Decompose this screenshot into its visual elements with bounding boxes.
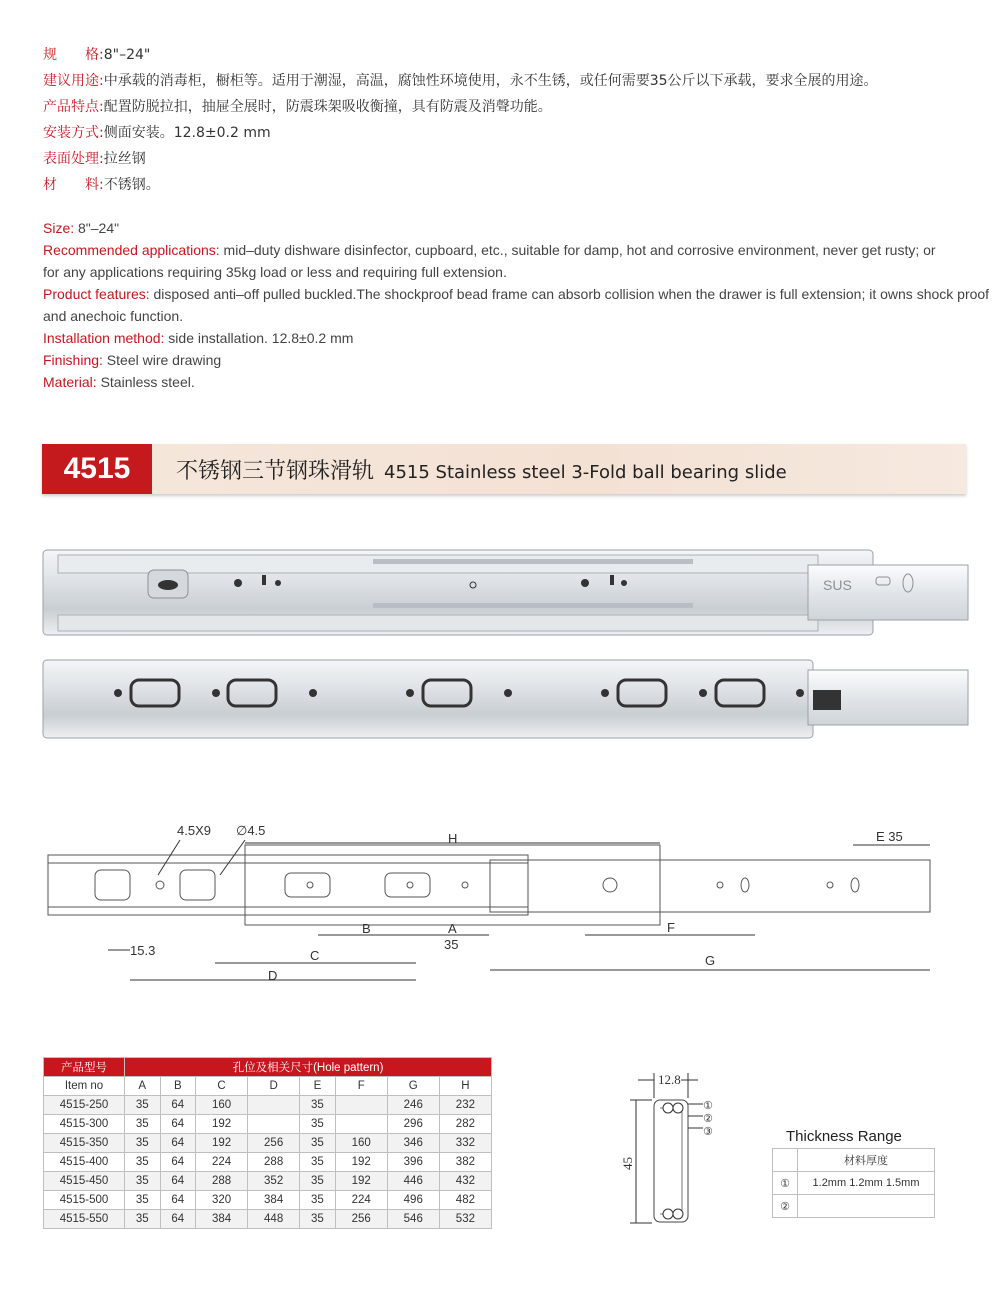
thickness-table xyxy=(772,1148,935,1218)
table-cell: 320 xyxy=(196,1191,248,1210)
table-cell: 382 xyxy=(439,1153,491,1172)
table-cell: 232 xyxy=(439,1096,491,1115)
spec-label: Material: xyxy=(43,374,97,390)
spec-cn-features xyxy=(43,96,552,116)
spec-en-features xyxy=(43,283,998,327)
spec-value: 8"–24" xyxy=(103,47,151,63)
table-cell xyxy=(248,1115,300,1134)
table-cell: 35 xyxy=(300,1191,336,1210)
spec-en-install xyxy=(43,327,998,349)
table-cell: 192 xyxy=(196,1115,248,1134)
spec-label: 规 格: xyxy=(43,47,104,63)
spec-label: Size: xyxy=(43,220,75,236)
dim-b: B xyxy=(362,921,371,936)
product-title xyxy=(176,454,787,485)
table-cell: 64 xyxy=(160,1134,196,1153)
table-cell: 35 xyxy=(300,1153,336,1172)
col-header: H xyxy=(439,1077,491,1096)
spec-label: 建议用途: xyxy=(43,73,104,89)
spec-value: disposed anti–off pulled buckled.The shockproof bead frame can absorb collision when the drawer is full extension; it owns shock proof and anechoic function. xyxy=(43,286,990,324)
table-cell: 4515-400 xyxy=(44,1153,125,1172)
spec-value: Stainless steel. xyxy=(96,374,195,390)
table-cell: 256 xyxy=(335,1210,387,1229)
table-cell: 4515-350 xyxy=(44,1134,125,1153)
spec-label: 材 料: xyxy=(43,177,104,193)
table-cell: 346 xyxy=(387,1134,439,1153)
table-row xyxy=(44,1096,492,1115)
hole-pattern-table xyxy=(43,1057,492,1229)
table-cell: 4515-250 xyxy=(44,1096,125,1115)
table-cell: 396 xyxy=(387,1153,439,1172)
product-title-en: 4515 Stainless steel 3-Fold ball bearing slide xyxy=(384,462,787,483)
table-cell: 35 xyxy=(300,1210,336,1229)
profile-height: 45 xyxy=(620,1157,635,1170)
spec-label: 表面处理: xyxy=(43,151,104,167)
table-cell: 35 xyxy=(125,1134,161,1153)
col-header: A xyxy=(125,1077,161,1096)
table-cell: 256 xyxy=(248,1134,300,1153)
thickness-corner xyxy=(773,1149,798,1172)
col-header: C xyxy=(196,1077,248,1096)
slide-side-view xyxy=(43,660,968,738)
profile-marker-1: ① xyxy=(703,1099,713,1112)
spec-value: Steel wire drawing xyxy=(102,352,222,368)
dim-g: G xyxy=(705,953,716,968)
table-row xyxy=(44,1134,492,1153)
spec-cn-finish xyxy=(43,148,146,168)
table-cell: 532 xyxy=(439,1210,491,1229)
profile-marker-3: ③ xyxy=(703,1125,713,1138)
table-cell: 384 xyxy=(196,1210,248,1229)
sus-stamp: SUS xyxy=(823,577,852,593)
dim-a: A xyxy=(448,921,457,936)
spec-cn-usage xyxy=(43,70,878,90)
table-cell: 35 xyxy=(300,1115,336,1134)
spec-value: 8"–24" xyxy=(74,220,120,236)
spec-cn-size xyxy=(43,44,150,64)
dim-h: H xyxy=(448,831,458,846)
table-cell: 224 xyxy=(335,1191,387,1210)
spec-cn-material xyxy=(43,174,160,194)
table-cell: 64 xyxy=(160,1096,196,1115)
table-cell: 64 xyxy=(160,1191,196,1210)
header-model: 产品型号 xyxy=(44,1058,125,1077)
table-cell: 496 xyxy=(387,1191,439,1210)
profile-marker-2: ② xyxy=(703,1112,713,1125)
table-cell: 4515-550 xyxy=(44,1210,125,1229)
table-cell: 288 xyxy=(196,1172,248,1191)
product-title-cn: 不锈钢三节钢珠滑轨 xyxy=(176,459,375,484)
table-cell: 482 xyxy=(439,1191,491,1210)
table-row xyxy=(44,1191,492,1210)
table-cell: 35 xyxy=(125,1153,161,1172)
table-cell: 332 xyxy=(439,1134,491,1153)
table-cell xyxy=(248,1096,300,1115)
table-cell: 448 xyxy=(248,1210,300,1229)
spec-value: 拉丝钢 xyxy=(103,151,146,167)
spec-value: 中承载的消毒柜，橱柜等。适用于潮湿，高温，腐蚀性环境使用，永不生锈，或任何需要35公斤以下承载，要求全展的用途。 xyxy=(103,73,878,89)
table-cell: 296 xyxy=(387,1115,439,1134)
table-cell xyxy=(335,1115,387,1134)
spec-label: 产品特点: xyxy=(43,99,104,115)
table-cell: 160 xyxy=(196,1096,248,1115)
spec-label: Installation method: xyxy=(43,330,165,346)
dimension-drawing xyxy=(40,815,950,995)
spec-en-size xyxy=(43,217,998,239)
table-cell: 192 xyxy=(196,1134,248,1153)
col-header: G xyxy=(387,1077,439,1096)
table-cell: 352 xyxy=(248,1172,300,1191)
spec-label: Finishing: xyxy=(43,352,103,368)
spec-label: 安装方式: xyxy=(43,125,104,141)
table-cell: 446 xyxy=(387,1172,439,1191)
spec-label: Product features: xyxy=(43,286,150,302)
table-cell: 35 xyxy=(125,1210,161,1229)
dim-a-value: 35 xyxy=(444,937,459,952)
thickness-title: Thickness Range xyxy=(786,1128,902,1145)
table-cell: 35 xyxy=(300,1134,336,1153)
thickness-row-value xyxy=(798,1195,935,1218)
header-pattern: 孔位及相关尺寸(Hole pattern) xyxy=(125,1058,492,1077)
col-header: Item no xyxy=(44,1077,125,1096)
col-header: E xyxy=(300,1077,336,1096)
col-header: D xyxy=(248,1077,300,1096)
table-cell: 282 xyxy=(439,1115,491,1134)
table-row xyxy=(44,1115,492,1134)
dim-c: C xyxy=(310,948,320,963)
spec-value: 不锈钢。 xyxy=(103,177,160,193)
table-cell: 35 xyxy=(300,1172,336,1191)
slide-top-view xyxy=(43,550,968,635)
table-cell: 246 xyxy=(387,1096,439,1115)
table-cell: 64 xyxy=(160,1153,196,1172)
product-code: 4515 xyxy=(42,444,152,494)
table-cell: 64 xyxy=(160,1115,196,1134)
table-cell: 160 xyxy=(335,1134,387,1153)
dim-d: D xyxy=(268,968,278,983)
thickness-row-value: 1.2mm 1.2mm 1.5mm xyxy=(798,1172,935,1195)
table-cell: 4515-450 xyxy=(44,1172,125,1191)
product-banner xyxy=(42,444,966,494)
col-header: F xyxy=(335,1077,387,1096)
profile-width: 12.8 xyxy=(658,1072,681,1087)
table-row xyxy=(44,1153,492,1172)
spec-cn-install xyxy=(43,122,271,142)
spec-en-material xyxy=(43,371,998,393)
table-row xyxy=(44,1210,492,1229)
table-cell: 4515-500 xyxy=(44,1191,125,1210)
table-cell: 35 xyxy=(125,1115,161,1134)
dim-offset: 15.3 xyxy=(130,943,156,958)
thickness-row-num: ② xyxy=(773,1195,798,1218)
table-cell: 224 xyxy=(196,1153,248,1172)
table-cell: 35 xyxy=(125,1191,161,1210)
table-cell: 35 xyxy=(125,1172,161,1191)
table-cell: 288 xyxy=(248,1153,300,1172)
thickness-header: 材料厚度 xyxy=(798,1149,935,1172)
table-cell xyxy=(335,1096,387,1115)
dim-f: F xyxy=(667,920,675,935)
profile-section xyxy=(618,1068,728,1230)
col-header: B xyxy=(160,1077,196,1096)
dim-slot: 4.5X9 xyxy=(177,823,211,838)
table-cell: 35 xyxy=(300,1096,336,1115)
spec-en-usage xyxy=(43,239,948,283)
table-cell: 384 xyxy=(248,1191,300,1210)
spec-en-finish xyxy=(43,349,998,371)
table-cell: 64 xyxy=(160,1172,196,1191)
table-cell: 35 xyxy=(125,1096,161,1115)
table-cell: 546 xyxy=(387,1210,439,1229)
thickness-row-num: ① xyxy=(773,1172,798,1195)
table-cell: 432 xyxy=(439,1172,491,1191)
dim-e: E 35 xyxy=(876,829,903,844)
dim-hole: ∅4.5 xyxy=(236,823,266,838)
spec-value: side installation. 12.8±0.2 mm xyxy=(164,330,354,346)
table-cell: 192 xyxy=(335,1153,387,1172)
spec-label: Recommended applications: xyxy=(43,242,220,258)
spec-value: 侧面安装。12.8±0.2 mm xyxy=(103,125,271,141)
spec-value: 配置防脱拉扣，抽屉全展时，防震珠架吸收衡撞，具有防震及消聲功能。 xyxy=(103,99,552,115)
table-cell: 64 xyxy=(160,1210,196,1229)
spec-value: mid–duty dishware disinfector, cupboard, etc., suitable for damp, hot and corrosive environment, never get rusty; or for any applications requiring 35kg load or less and requiring full extension. xyxy=(43,242,936,280)
table-cell: 192 xyxy=(335,1172,387,1191)
table-row xyxy=(44,1172,492,1191)
slide-photo xyxy=(38,545,973,745)
table-cell: 4515-300 xyxy=(44,1115,125,1134)
